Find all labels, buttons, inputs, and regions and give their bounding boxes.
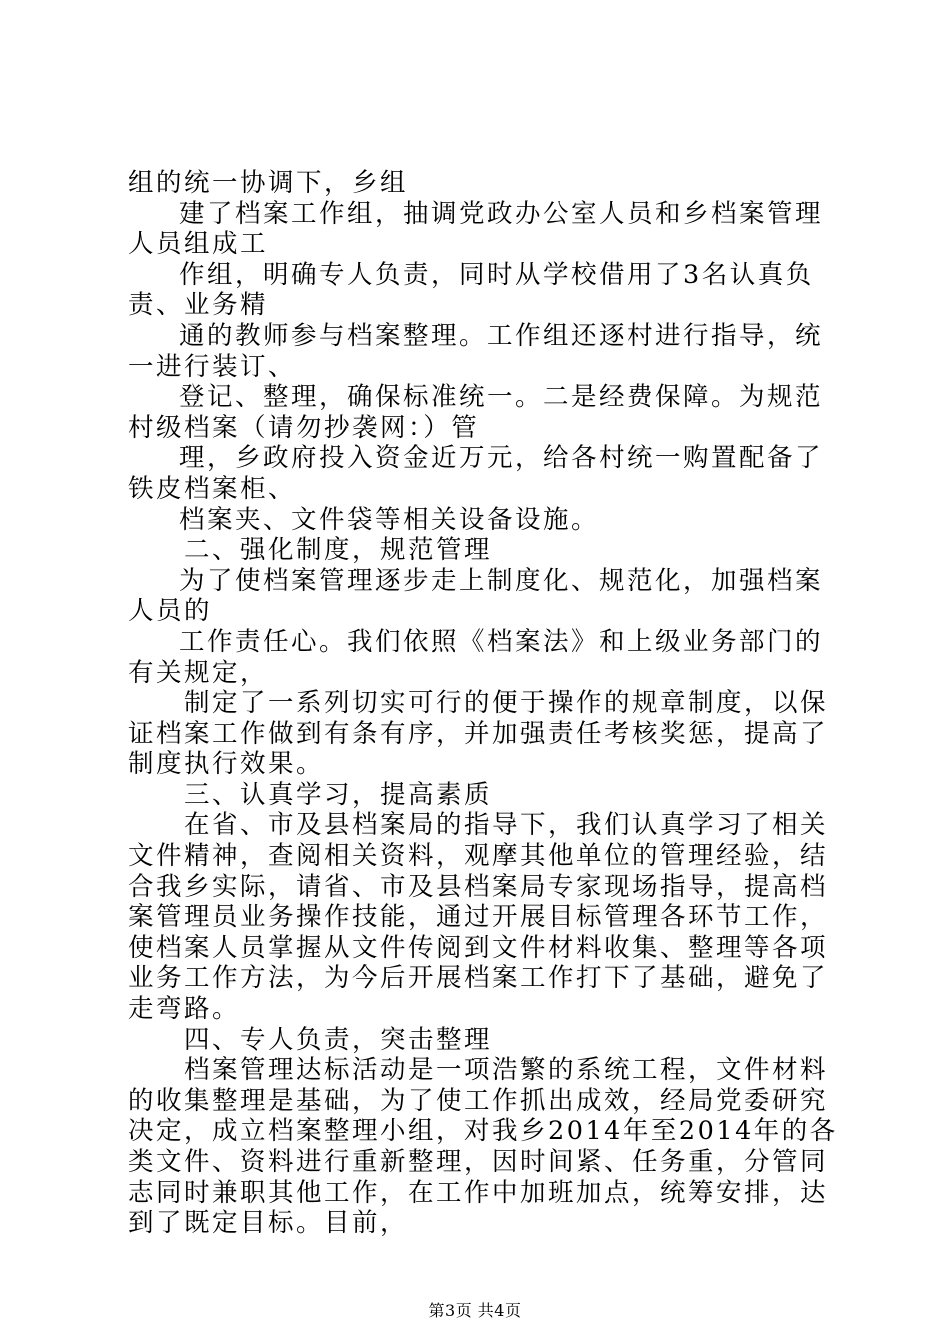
paragraph: 理，乡政府投入资金近万元，给各村统一购置配备了铁皮档案柜、 [128, 443, 824, 504]
document-body [128, 168, 838, 1239]
paragraph: 通的教师参与档案整理。工作组还逐村进行指导，统一进行装订、 [128, 320, 824, 382]
section-heading: 四、专人负责，突击整理 [184, 1024, 493, 1055]
paragraph: 档案夹、文件袋等相关设备设施。 [179, 504, 600, 535]
paragraph: 为了使档案管理逐步走上制度化、规范化，加强档案人员的 [128, 565, 824, 627]
paragraph: 登记、整理，确保标准统一。二是经费保障。为规范村级档案（请勿抄袭网：）管 [128, 382, 824, 443]
section-heading: 三、认真学习，提高素质 [184, 779, 493, 810]
section-heading: 二、强化制度，规范管理 [184, 535, 493, 566]
paragraph: 作组，明确专人负责，同时从学校借用了3名认真负责、业务精 [128, 259, 814, 321]
paragraph: 制定了一系列切实可行的便于操作的规章制度，以保证档案工作做到有条有序，并加强责任考核奖惩，提高了制度执行效果。 [128, 688, 829, 780]
paragraph: 档案管理达标活动是一项浩繁的系统工程，文件材料的收集整理是基础，为了使工作抓出成效，经局党委研究决定，成立档案整理小组，对我乡2014年至2014年的各类文件、资料进行重新整理，因时间紧、任务重，分管同志同时兼职其他工作，在工作中加班加点，统筹安排，达到了既定目标。目前， [128, 1055, 838, 1239]
paragraph: 建了档案工作组，抽调党政办公室人员和乡档案管理人员组成工 [128, 198, 824, 260]
page-footer: 第3页 共4页 [428, 1301, 522, 1320]
paragraph: 在省、市及县档案局的指导下，我们认真学习了相关文件精神，查阅相关资料，观摩其他单位的管理经验，结合我乡实际，请省、市及县档案局专家现场指导，提高档案管理员业务操作技能，通过开展目标管理各环节工作，使档案人员掌握从文件传阅到文件材料收集、整理等各项业务工作方法，为今后开展档案工作打下了基础，避免了走弯路。 [128, 810, 829, 1025]
paragraph: 组的统一协调下，乡组 [128, 168, 409, 198]
paragraph: 工作责任心。我们依照《档案法》和上级业务部门的有关规定， [128, 626, 824, 688]
